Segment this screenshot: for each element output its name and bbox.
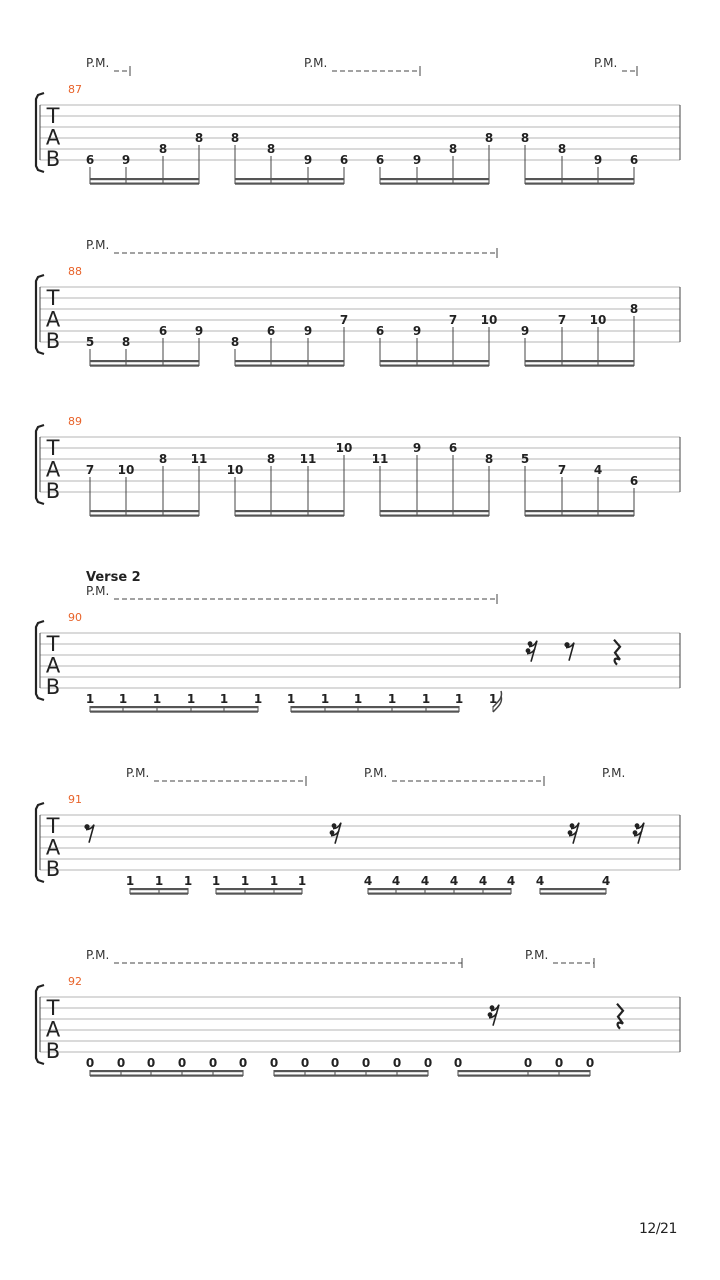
tab-clef-letter: B bbox=[45, 857, 61, 881]
beam bbox=[525, 510, 634, 512]
fret-number: 1 bbox=[353, 692, 363, 706]
measure-number: 88 bbox=[68, 265, 82, 278]
beam bbox=[525, 183, 634, 185]
measure-number: 90 bbox=[68, 611, 82, 624]
beam bbox=[235, 178, 344, 180]
fret-number: 0 bbox=[361, 1056, 371, 1070]
tab-clef-letter: A bbox=[45, 457, 61, 482]
fret-number: 0 bbox=[585, 1056, 595, 1070]
tab-clef-letter: A bbox=[45, 125, 61, 150]
beam bbox=[540, 888, 606, 890]
fret-number: 8 bbox=[266, 452, 276, 466]
fret-number: 8 bbox=[520, 131, 530, 145]
beam bbox=[291, 706, 459, 708]
fret-number: 9 bbox=[121, 153, 131, 167]
fret-number: 1 bbox=[297, 874, 307, 888]
fret-number: 5 bbox=[520, 452, 530, 466]
fret-number: 7 bbox=[85, 463, 95, 477]
beam bbox=[90, 178, 199, 180]
fret-number: 1 bbox=[125, 874, 135, 888]
fret-number: 8 bbox=[158, 452, 168, 466]
fret-number: 10 bbox=[226, 463, 244, 477]
palm-mute-label: P.M. bbox=[126, 766, 150, 780]
tab-clef-letter: A bbox=[45, 835, 61, 860]
fret-number: 1 bbox=[488, 692, 498, 706]
fret-number: 9 bbox=[412, 324, 422, 338]
palm-mute-label: P.M. bbox=[364, 766, 388, 780]
beam bbox=[90, 515, 199, 517]
beam bbox=[525, 515, 634, 517]
beam bbox=[380, 365, 489, 367]
fret-number: 8 bbox=[448, 142, 458, 156]
beam bbox=[90, 1075, 243, 1077]
fret-number: 0 bbox=[554, 1056, 564, 1070]
beam bbox=[90, 510, 199, 512]
beam bbox=[525, 365, 634, 367]
fret-number: 4 bbox=[420, 874, 430, 888]
palm-mute-label: P.M. bbox=[525, 948, 549, 962]
measure-number: 92 bbox=[68, 975, 82, 988]
fret-number: 0 bbox=[423, 1056, 433, 1070]
section-label: Verse 2 bbox=[86, 570, 141, 585]
fret-number: 8 bbox=[230, 131, 240, 145]
beam bbox=[380, 183, 489, 185]
palm-mute-label: P.M. bbox=[86, 238, 110, 252]
palm-mute-label: P.M. bbox=[602, 766, 626, 780]
fret-number: 6 bbox=[375, 153, 385, 167]
fret-number: 1 bbox=[118, 692, 128, 706]
beam bbox=[368, 893, 511, 895]
tab-clef-letter: A bbox=[45, 653, 61, 678]
fret-number: 10 bbox=[589, 313, 607, 327]
fret-number: 9 bbox=[593, 153, 603, 167]
fret-number: 4 bbox=[391, 874, 401, 888]
fret-number: 7 bbox=[339, 313, 349, 327]
fret-number: 1 bbox=[219, 692, 229, 706]
tab-clef-letter: T bbox=[46, 996, 60, 1020]
fret-number: 0 bbox=[177, 1056, 187, 1070]
fret-number: 0 bbox=[116, 1056, 126, 1070]
sixteenth-rest bbox=[488, 1012, 493, 1017]
beam bbox=[380, 515, 489, 517]
fret-number: 6 bbox=[448, 441, 458, 455]
fret-number: 10 bbox=[335, 441, 353, 455]
beam bbox=[235, 510, 344, 512]
beam bbox=[274, 1070, 428, 1072]
sixteenth-rest bbox=[633, 830, 638, 835]
fret-number: 0 bbox=[392, 1056, 402, 1070]
beam bbox=[90, 360, 199, 362]
fret-number: 1 bbox=[253, 692, 263, 706]
fret-number: 6 bbox=[629, 153, 639, 167]
quarter-rest bbox=[617, 1004, 623, 1029]
fret-number: 1 bbox=[186, 692, 196, 706]
fret-number: 10 bbox=[480, 313, 498, 327]
fret-number: 6 bbox=[85, 153, 95, 167]
tab-clef-letter: A bbox=[45, 307, 61, 332]
tab-clef-letter: B bbox=[45, 675, 61, 699]
fret-number: 0 bbox=[146, 1056, 156, 1070]
sixteenth-rest bbox=[568, 830, 573, 835]
fret-number: 1 bbox=[269, 874, 279, 888]
fret-number: 8 bbox=[484, 131, 494, 145]
fret-number: 9 bbox=[412, 441, 422, 455]
tab-clef-letter: T bbox=[46, 286, 60, 310]
fret-number: 8 bbox=[557, 142, 567, 156]
beam bbox=[90, 1070, 243, 1072]
beam bbox=[235, 515, 344, 517]
fret-number: 0 bbox=[269, 1056, 279, 1070]
sixteenth-rest bbox=[330, 830, 335, 835]
palm-mute-label: P.M. bbox=[86, 948, 110, 962]
beam bbox=[235, 183, 344, 185]
fret-number: 8 bbox=[194, 131, 204, 145]
beam bbox=[380, 510, 489, 512]
fret-number: 9 bbox=[412, 153, 422, 167]
beam bbox=[525, 360, 634, 362]
fret-number: 1 bbox=[183, 874, 193, 888]
fret-number: 1 bbox=[85, 692, 95, 706]
beam bbox=[235, 365, 344, 367]
fret-number: 1 bbox=[286, 692, 296, 706]
tab-clef-letter: B bbox=[45, 329, 61, 353]
fret-number: 1 bbox=[152, 692, 162, 706]
fret-number: 1 bbox=[320, 692, 330, 706]
page-number: 12/21 bbox=[639, 1221, 677, 1237]
fret-number: 9 bbox=[303, 153, 313, 167]
fret-number: 6 bbox=[266, 324, 276, 338]
tab-clef-letter: T bbox=[46, 104, 60, 128]
beam bbox=[380, 178, 489, 180]
fret-number: 6 bbox=[629, 474, 639, 488]
tab-clef-letter: B bbox=[45, 1039, 61, 1063]
fret-number: 1 bbox=[421, 692, 431, 706]
fret-number: 1 bbox=[240, 874, 250, 888]
fret-number: 11 bbox=[299, 452, 317, 466]
fret-number: 4 bbox=[535, 874, 545, 888]
fret-number: 8 bbox=[629, 302, 639, 316]
fret-number: 8 bbox=[266, 142, 276, 156]
fret-number: 9 bbox=[194, 324, 204, 338]
fret-number: 10 bbox=[117, 463, 135, 477]
beam bbox=[90, 711, 258, 713]
fret-number: 8 bbox=[484, 452, 494, 466]
fret-number: 1 bbox=[211, 874, 221, 888]
beam bbox=[235, 360, 344, 362]
fret-number: 0 bbox=[238, 1056, 248, 1070]
beam bbox=[90, 365, 199, 367]
fret-number: 7 bbox=[557, 313, 567, 327]
beam bbox=[216, 888, 302, 890]
beam bbox=[130, 893, 188, 895]
fret-number: 4 bbox=[363, 874, 373, 888]
fret-number: 11 bbox=[371, 452, 389, 466]
beam bbox=[291, 711, 459, 713]
beam bbox=[458, 1075, 590, 1077]
fret-number: 4 bbox=[506, 874, 516, 888]
fret-number: 1 bbox=[387, 692, 397, 706]
tab-clef-letter: B bbox=[45, 147, 61, 171]
fret-number: 6 bbox=[158, 324, 168, 338]
tab-clef-letter: T bbox=[46, 436, 60, 460]
palm-mute-label: P.M. bbox=[86, 584, 110, 598]
fret-number: 0 bbox=[330, 1056, 340, 1070]
fret-number: 9 bbox=[520, 324, 530, 338]
beam bbox=[380, 360, 489, 362]
fret-number: 6 bbox=[375, 324, 385, 338]
tab-clef-letter: T bbox=[46, 814, 60, 838]
beam bbox=[525, 178, 634, 180]
fret-number: 4 bbox=[449, 874, 459, 888]
fret-number: 4 bbox=[593, 463, 603, 477]
sixteenth-rest bbox=[526, 648, 531, 653]
fret-number: 0 bbox=[300, 1056, 310, 1070]
quarter-rest bbox=[614, 640, 620, 665]
measure-number: 87 bbox=[68, 83, 82, 96]
palm-mute-label: P.M. bbox=[86, 56, 110, 70]
fret-number: 0 bbox=[208, 1056, 218, 1070]
fret-number: 7 bbox=[557, 463, 567, 477]
measure-number: 91 bbox=[68, 793, 82, 806]
fret-number: 0 bbox=[523, 1056, 533, 1070]
fret-number: 7 bbox=[448, 313, 458, 327]
beam bbox=[90, 183, 199, 185]
tab-clef-letter: A bbox=[45, 1017, 61, 1042]
beam bbox=[368, 888, 511, 890]
tab-clef-letter: T bbox=[46, 632, 60, 656]
fret-number: 4 bbox=[478, 874, 488, 888]
fret-number: 6 bbox=[339, 153, 349, 167]
fret-number: 1 bbox=[454, 692, 464, 706]
fret-number: 0 bbox=[453, 1056, 463, 1070]
beam bbox=[90, 706, 258, 708]
fret-number: 8 bbox=[121, 335, 131, 349]
palm-mute-label: P.M. bbox=[594, 56, 618, 70]
measure-number: 89 bbox=[68, 415, 82, 428]
tab-clef-letter: B bbox=[45, 479, 61, 503]
beam bbox=[274, 1075, 428, 1077]
fret-number: 4 bbox=[601, 874, 611, 888]
fret-number: 1 bbox=[154, 874, 164, 888]
beam bbox=[458, 1070, 590, 1072]
fret-number: 11 bbox=[190, 452, 208, 466]
palm-mute-label: P.M. bbox=[304, 56, 328, 70]
beam bbox=[216, 893, 302, 895]
beam bbox=[540, 893, 606, 895]
fret-number: 0 bbox=[85, 1056, 95, 1070]
beam bbox=[130, 888, 188, 890]
fret-number: 8 bbox=[158, 142, 168, 156]
fret-number: 9 bbox=[303, 324, 313, 338]
fret-number: 5 bbox=[85, 335, 95, 349]
fret-number: 8 bbox=[230, 335, 240, 349]
